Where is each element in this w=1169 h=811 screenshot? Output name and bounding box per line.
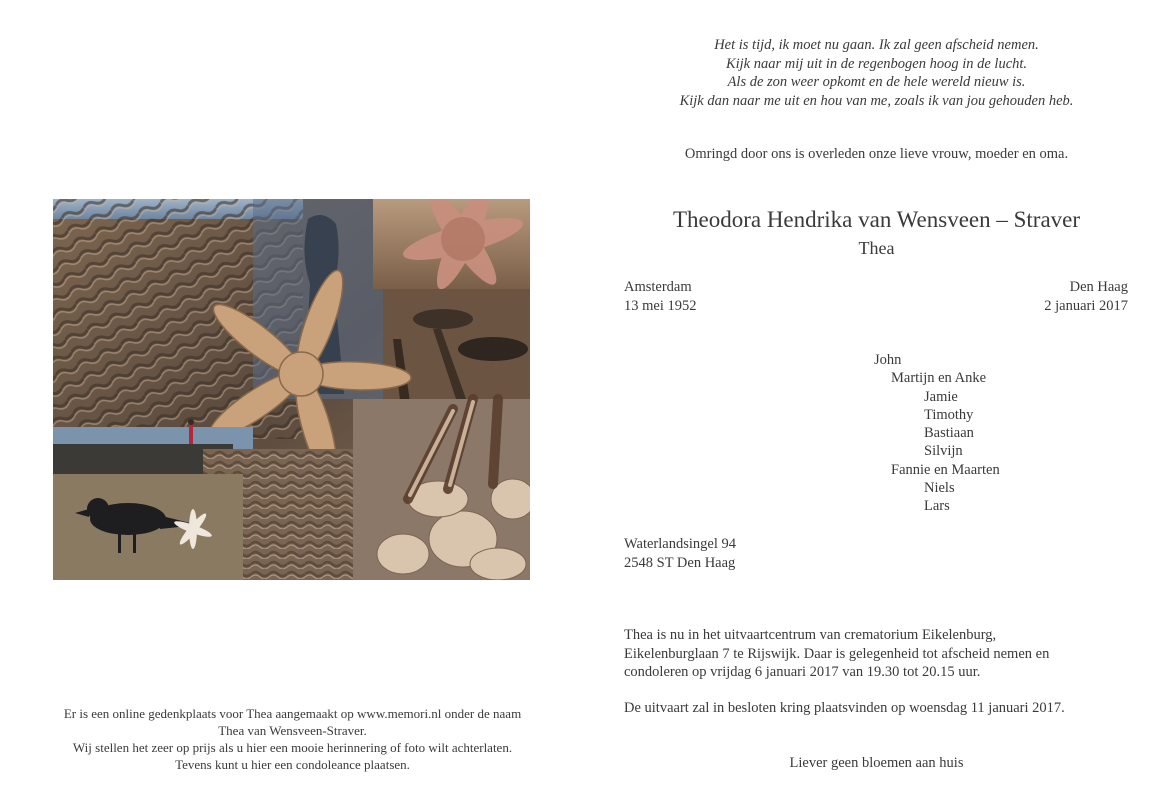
address-street: Waterlandsingel 94 [624, 536, 736, 552]
family-member: Bastiaan [924, 425, 974, 442]
address-city: 2548 ST Den Haag [624, 554, 736, 571]
memori-line: Er is een online gedenkplaats voor Thea aangemaakt op www.memori.nl onder de naam [63, 706, 522, 721]
poem-line: Kijk dan naar me uit en hou van me, zoals ik van jou gehouden heb. [679, 92, 1074, 109]
family-member: Jamie [924, 388, 958, 405]
deceased-nickname: Thea [858, 238, 895, 258]
birth-date: 13 mei 1952 [624, 297, 697, 314]
family-member: Fannie en Maarten [891, 461, 1000, 478]
poem [624, 36, 1129, 110]
visitation-line: Eikelenburglaan 7 te Rijswijk. Daar is gelegenheid tot afscheid nemen en [624, 645, 1050, 662]
family-member: Martijn en Anke [891, 370, 987, 387]
poem-line: Kijk naar mij uit in de regenbogen hoog in de lucht. [725, 55, 1028, 72]
collage-image [53, 199, 530, 580]
deceased-full-name: Theodora Hendrika van Wensveen – Straver [672, 207, 1081, 232]
family-member: Silvijn [924, 443, 963, 460]
memori-line: Thea van Wensveen-Straver. [218, 723, 367, 738]
birth-place: Amsterdam [624, 279, 692, 295]
poem-line: Het is tijd, ik moet nu gaan. Ik zal geen afscheid nemen. [714, 37, 1039, 53]
death-info [1044, 278, 1128, 315]
memori-line: Tevens kunt u hier een condoleance plaatsen. [175, 757, 410, 772]
memori-notice [30, 705, 555, 773]
funeral-info: De uitvaart zal in besloten kring plaatsvinden op woensdag 11 januari 2017. [624, 700, 1065, 716]
family-list [874, 351, 1000, 516]
visitation-info [624, 626, 1104, 682]
family-member: Timothy [924, 406, 974, 423]
family-member: John [874, 352, 902, 368]
flowers-notice: Liever geen bloemen aan huis [789, 755, 964, 771]
death-place: Den Haag [1069, 279, 1128, 295]
birth-info [624, 278, 697, 315]
family-member: Niels [924, 480, 955, 497]
beach-collage-photo [53, 199, 530, 580]
death-date: 2 januari 2017 [1044, 297, 1128, 314]
visitation-line: Thea is nu in het uitvaartcentrum van crematorium Eikelenburg, [624, 627, 997, 643]
memori-line: Wij stellen het zeer op prijs als u hier een mooie herinnering of foto wilt achterlaten. [72, 740, 513, 755]
family-member: Lars [924, 498, 950, 515]
announcement-intro: Omringd door ons is overleden onze lieve vrouw, moeder en oma. [684, 146, 1069, 162]
correspondence-address [624, 535, 736, 572]
poem-line: Als de zon weer opkomt en de hele wereld nieuw is. [727, 74, 1026, 90]
visitation-line: condoleren op vrijdag 6 januari 2017 van 19.30 tot 20.15 uur. [624, 664, 981, 680]
